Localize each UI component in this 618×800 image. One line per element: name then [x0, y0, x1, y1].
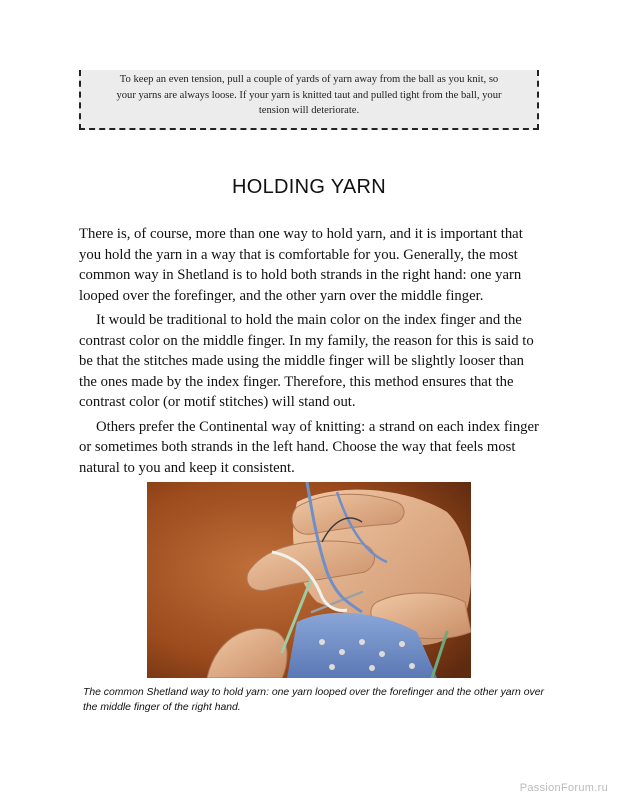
tip-text: To keep an even tension, pull a couple of yards of yarn away from the ball as you knit, so your yarns are always loose. If your yarn is knitted taut and pulled tight from the ball, your tension will deteriorate.	[116, 74, 502, 116]
figure-caption: The common Shetland way to hold yarn: one yarn looped over the forefinger and the other yarn over the middle finger of the right hand.	[83, 687, 544, 713]
tip-box	[79, 70, 539, 130]
knitting-hand-photo	[147, 482, 471, 678]
watermark: PassionForum.ru	[519, 782, 608, 794]
paragraph-2: It would be traditional to hold the main color on the index finger and the contrast color on the middle finger. In my family, the reason for this is said to be that the stitches made using the middle finger will be slightly looser than the ones made by the index finger. Therefore, this method ensures that the contrast color (or motif stitches) will stand out.	[79, 312, 534, 410]
paragraph-1: There is, of course, more than one way to hold yarn, and it is important that you hold the yarn in a way that is comfortable for you. Generally, the most common way in Shetland is to hold both strands in the right hand: one yarn looped over the forefinger, and the other yarn over the middle finger.	[79, 226, 523, 304]
body-text	[79, 224, 541, 482]
paragraph-3: Others prefer the Continental way of knitting: a strand on each index finger or sometimes both strands in the left hand. Choose the way that feels most natural to you and keep it consistent.	[79, 418, 539, 476]
section-title: HOLDING YARN	[231, 176, 386, 198]
photo-illustration	[147, 482, 471, 678]
